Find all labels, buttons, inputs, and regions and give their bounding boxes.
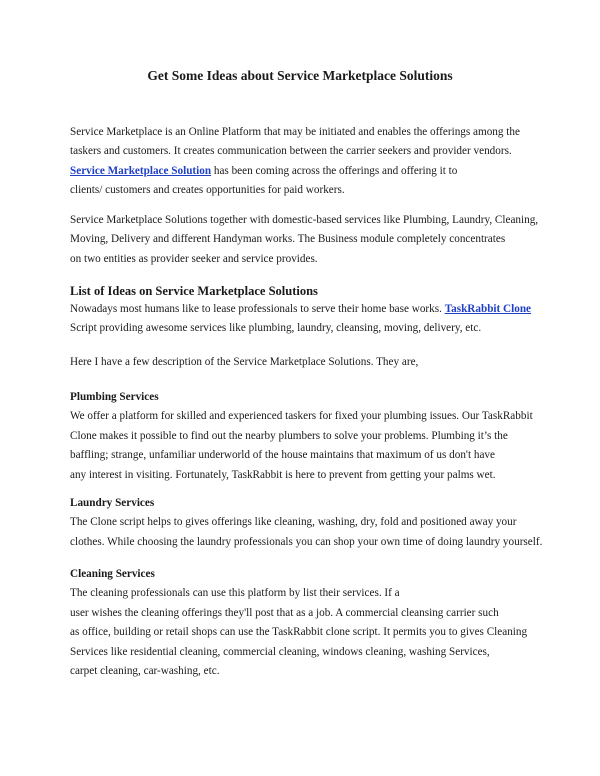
laundry-section [70, 494, 543, 552]
service-marketplace-solution-link[interactable]: Service Marketplace Solution [70, 164, 212, 177]
list-intro-paragraph [70, 300, 540, 339]
intro-line: taskers and customers. It creates communication between the carrier seekers and provider vendors. [70, 145, 512, 158]
intro-line-rest: has been coming across the offerings and offering it to [211, 164, 458, 177]
laundry-heading: Laundry Services [70, 497, 155, 509]
laundry-line: clothes. While choosing the laundry professionals you can shop your own time of doing laundry yourself. [70, 535, 543, 548]
plumbing-line: any interest in visiting. Fortunately, TaskRabbit is here to prevent from getting your palms wet. [70, 468, 496, 481]
plumbing-line: We offer a platform for skilled and experienced taskers for fixed your plumbing issues. Our TaskRabbit [70, 410, 533, 423]
list-heading: List of Ideas on Service Marketplace Solutions [70, 284, 318, 298]
plumbing-heading: Plumbing Services [70, 391, 159, 403]
plumbing-line: baffling; strange, unfamiliar underworld of the house maintains that maximum of us don't have [70, 449, 495, 462]
cleaning-line: The cleaning professionals can use this platform by list their services. If a [70, 587, 400, 600]
cleaning-heading: Cleaning Services [70, 568, 155, 580]
intro-line: Service Marketplace is an Online Platform that may be initiated and enables the offerings among the [70, 126, 520, 138]
cleaning-section [70, 565, 540, 681]
services-line: Service Marketplace Solutions together with domestic-based services like Plumbing, Laundry, Cleaning, [70, 214, 539, 226]
services-line: Moving, Delivery and different Handyman works. The Business module completely concentrates [70, 233, 506, 246]
description-paragraph [70, 353, 540, 372]
list-intro-line: Script providing awesome services like plumbing, laundry, cleansing, moving, delivery, etc. [70, 322, 482, 335]
plumbing-section [70, 388, 540, 485]
cleaning-line: Services like residential cleaning, commercial cleaning, windows cleaning, washing Services, [70, 645, 490, 658]
intro-line: clients/ customers and creates opportunities for paid workers. [70, 184, 345, 197]
description-line: Here I have a few description of the Service Marketplace Solutions. They are, [70, 356, 419, 368]
cleaning-line: carpet cleaning, car-washing, etc. [70, 664, 220, 677]
services-line: on two entities as provider seeker and service provides. [70, 252, 318, 265]
taskrabbit-clone-link[interactable]: TaskRabbit Clone [444, 303, 532, 315]
laundry-line: The Clone script helps to gives offerings like cleaning, washing, dry, fold and positioned away your [70, 516, 517, 529]
page-title: Get Some Ideas about Service Marketplace Solutions [147, 68, 453, 83]
list-intro-text: Nowadays most humans like to lease professionals to serve their home base works. [70, 303, 445, 315]
cleaning-line: user wishes the cleaning offerings they'll post that as a job. A commercial cleansing carrier such [70, 606, 499, 619]
cleaning-line: as office, building or retail shops can use the TaskRabbit clone script. It permits you to gives Cleaning [70, 626, 528, 639]
intro-paragraph [70, 123, 540, 201]
list-intro-line-with-link [70, 300, 540, 319]
intro-line-with-link [70, 162, 540, 181]
services-paragraph [70, 211, 540, 269]
plumbing-line: Clone makes it possible to find out the nearby plumbers to solve your problems. Plumbing it’s the [70, 429, 508, 442]
